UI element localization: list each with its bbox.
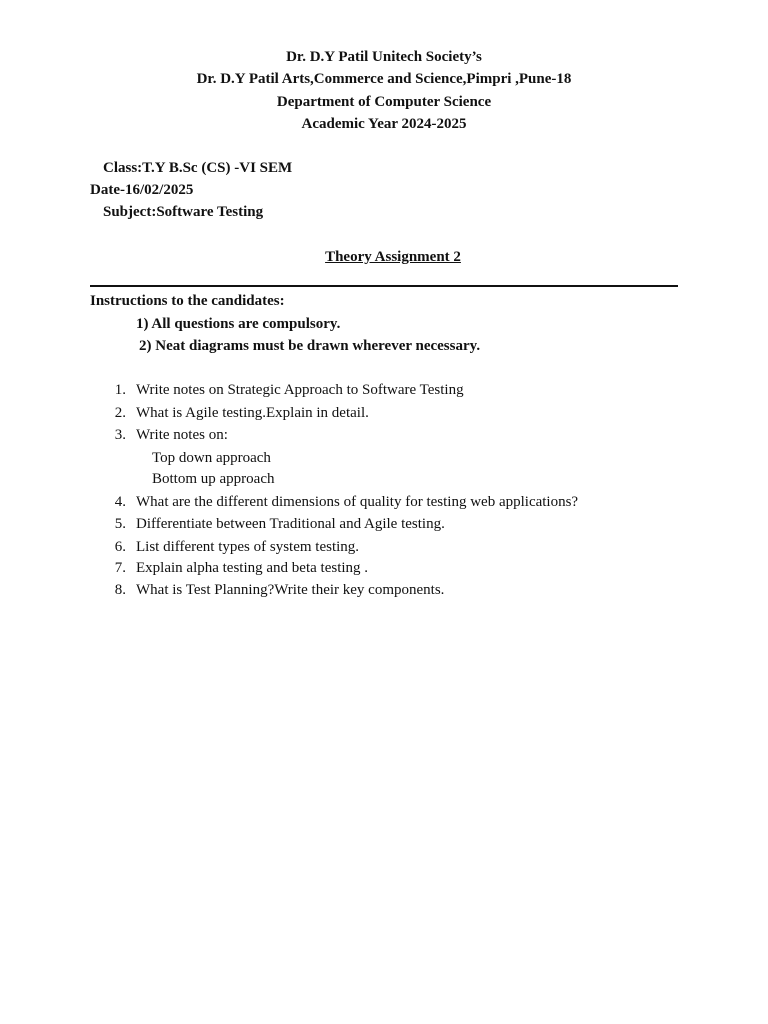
question-number: 1. <box>114 382 126 398</box>
question-subitem: Bottom up approach <box>152 471 275 487</box>
college-name: Dr. D.Y Patil Arts,Commerce and Science,Pimpri ,Pune-18 <box>196 71 572 87</box>
academic-year: Academic Year 2024-2025 <box>301 116 467 132</box>
question-text: Write notes on Strategic Approach to Software Testing <box>136 382 464 398</box>
instruction-item: 1) All questions are compulsory. <box>136 316 341 332</box>
question-text: What is Test Planning?Write their key components. <box>136 582 445 598</box>
question-number: 5. <box>114 516 126 532</box>
question-number: 7. <box>114 560 126 576</box>
question-subitem: Top down approach <box>152 450 271 466</box>
department-name: Department of Computer Science <box>276 94 492 110</box>
instruction-item: 2) Neat diagrams must be drawn wherever necessary. <box>139 338 481 354</box>
subject-info: Subject:Software Testing <box>103 204 264 220</box>
question-text: Differentiate between Traditional and Agile testing. <box>136 516 445 532</box>
assignment-title: Theory Assignment 2 <box>325 249 461 265</box>
date-info: Date-16/02/2025 <box>90 182 194 198</box>
question-text: Explain alpha testing and beta testing . <box>136 560 369 576</box>
question-number: 6. <box>114 539 126 555</box>
class-info: Class:T.Y B.Sc (CS) -VI SEM <box>103 160 293 176</box>
question-number: 3. <box>114 427 126 443</box>
question-text: List different types of system testing. <box>136 539 360 555</box>
question-number: 8. <box>114 582 126 598</box>
society-name: Dr. D.Y Patil Unitech Society’s <box>286 49 482 65</box>
question-text: What are the different dimensions of quality for testing web applications? <box>136 494 579 510</box>
instructions-heading: Instructions to the candidates: <box>90 293 285 309</box>
horizontal-rule <box>90 285 678 287</box>
question-text: Write notes on: <box>136 427 228 443</box>
question-text: What is Agile testing.Explain in detail. <box>136 405 369 421</box>
question-number: 4. <box>114 494 126 510</box>
question-number: 2. <box>114 405 126 421</box>
